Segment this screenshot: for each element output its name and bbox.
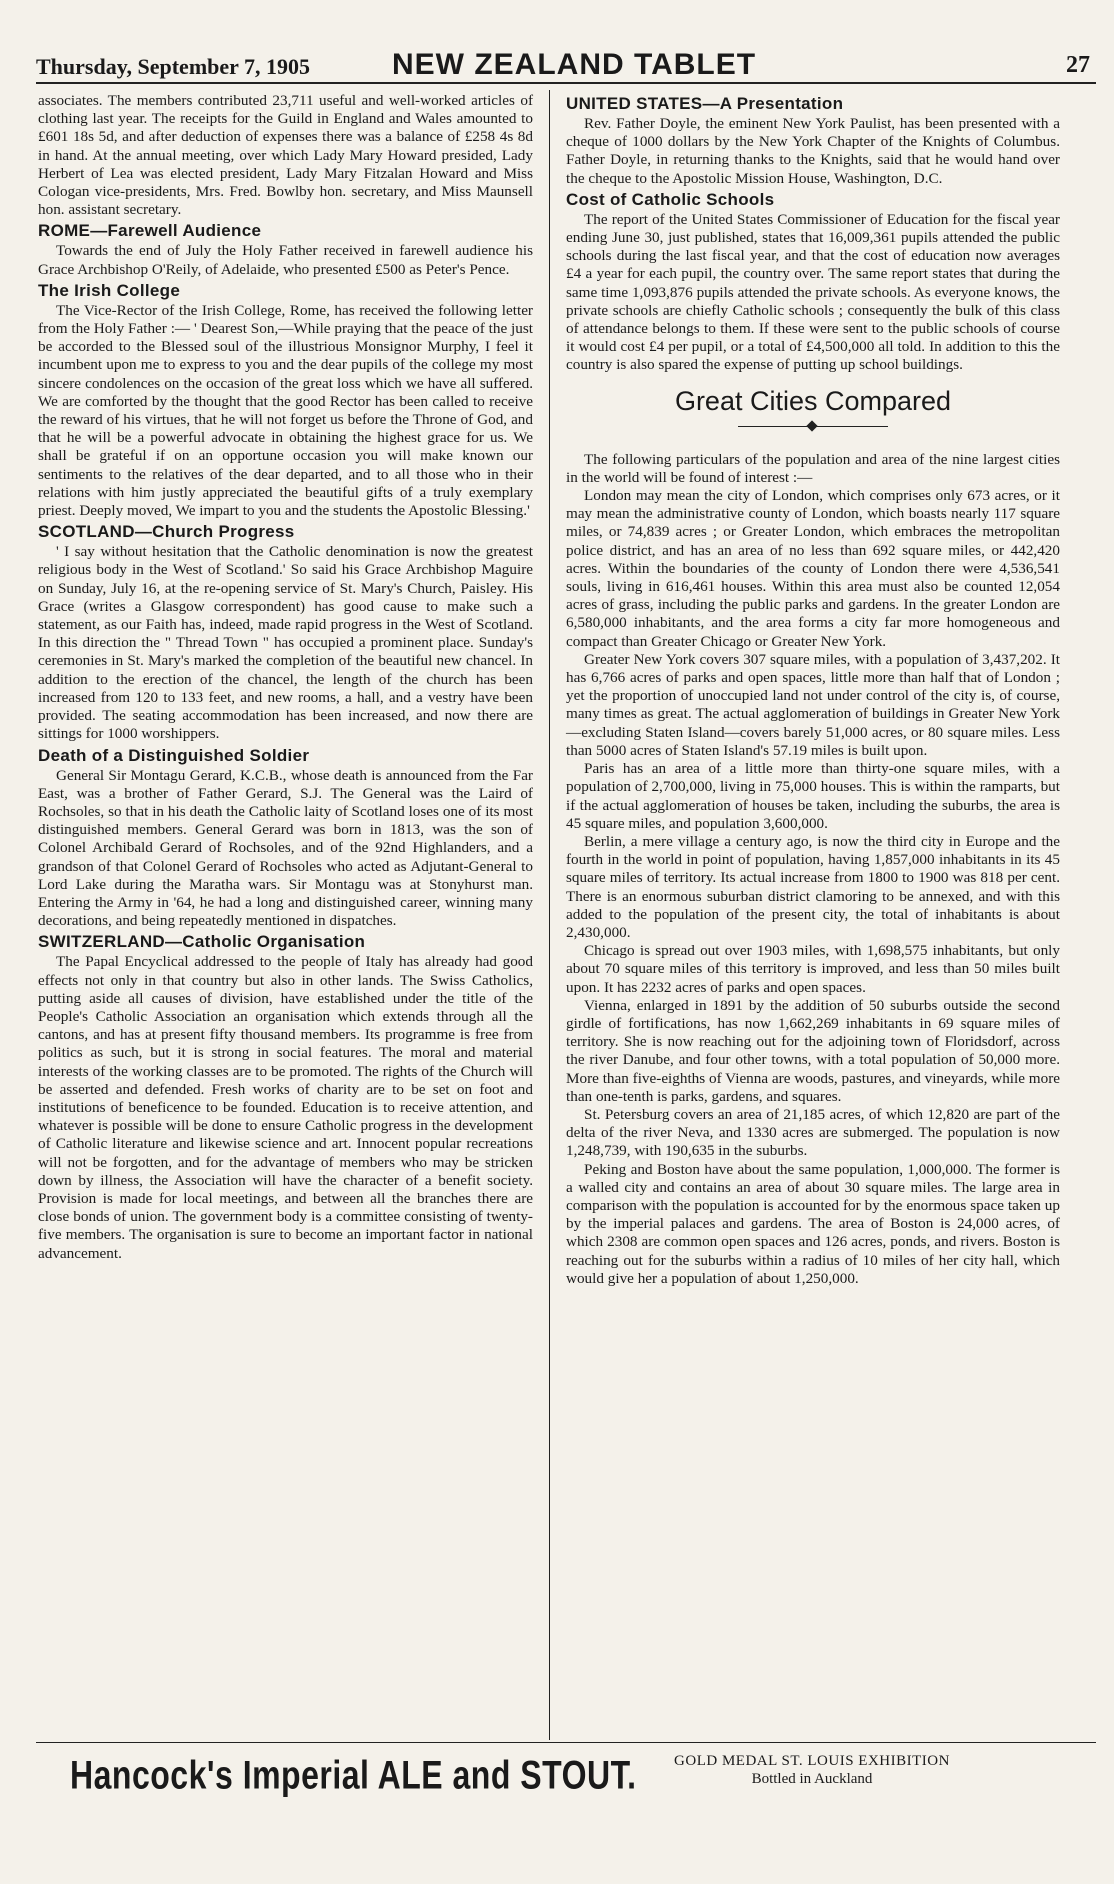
- united-states-article: Rev. Father Doyle, the eminent New York Paulist, has been presented with a cheque of 1000 dollars by the New York Chapter of the Knights of Columbus. Father Doyle, in returning thanks to the Knights, said that he would hand over the cheque to the Apostolic Mission House, Washington, D.C.: [566, 115, 1060, 187]
- page-number: 27: [1066, 52, 1090, 78]
- article-continuation: associates. The members contributed 23,711 useful and well-worked articles of clothing last year. The receipts for the Guild in England and Wales amounted to £601 18s 5d, and after deduction of expenses there was a balance of £258 4s 8d in hand. At the annual meeting, over which Lady Mary Howard presided, Lady Herbert of Lea was elected president, Lady Mary Fitzalan Howard and Miss Cologan vice-presidents, Mrs. Fred. Bowlby hon. secretary, and Miss Maunsell hon. assistant secretary.: [38, 92, 533, 219]
- right-column: [566, 92, 1060, 1288]
- cities-intro: The following particulars of the population and area of the nine largest cities in the world will be found of interest :—: [566, 450, 1060, 486]
- vienna-paragraph: Vienna, enlarged in 1891 by the addition of 50 suburbs outside the second girdle of fortifications, has now 1,662,269 inhabitants in 69 square miles of territory. She is now reaching out for the adjoining town of Floridsdorf, across the river Danube, and four other towns, with a total population of 50,000 more. More than five-eighths of Vienna are woods, pastures, and vineyards, while more than one-tenth is parks, gardens, and squares.: [566, 996, 1060, 1105]
- catholic-schools-article: The report of the United States Commissioner of Education for the fiscal year ending June 30, just published, states that 16,009,361 pupils attended the public schools during the last fiscal year, and that the cost of education now averages £4 a year for each pupil, the country over. The same report states that during the same time 1,093,876 pupils attended the private schools. As everyone knows, the private schools are chiefly Catholic schools ; consequently the bulk of this class of attendance belongs to them. If these were sent to the public schools of course it would cost £4 per pupil, or a total of £4,500,000 all told. In addition to this the country is also spared the expense of putting up school buildings.: [566, 210, 1060, 374]
- st-petersburg-paragraph: St. Petersburg covers an area of 21,185 acres, of which 12,820 are part of the delta of the river Neva, and 1330 acres are submerged. The population is now 1,248,739, with 190,635 in the suburbs.: [566, 1105, 1060, 1160]
- title-ornament: [738, 421, 888, 433]
- gold-medal-line: GOLD MEDAL ST. LOUIS EXHIBITION: [674, 1753, 950, 1769]
- rome-article: Towards the end of July the Holy Father received in farewell audience his Grace Archbishop O'Reily, of Adelaide, who presented £500 as Peter's Pence.: [38, 242, 533, 278]
- ale-stout-advertisement: Hancock's Imperial ALE and STOUT.: [70, 1752, 637, 1797]
- rome-heading: ROME—Farewell Audience: [38, 221, 262, 241]
- chicago-paragraph: Chicago is spread out over 1903 miles, with 1,698,575 inhabitants, but only about 70 square miles of this territory is improved, and less than 50 miles built upon. It has 2232 acres of parks and open spaces.: [566, 942, 1060, 996]
- diamond-icon: [806, 420, 817, 431]
- peking-boston-paragraph: Peking and Boston have about the same population, 1,000,000. The former is a walled city and contains an area of about 30 square miles. The large area in comparison with the population is accounted for by the enormous space taken up by the imperial palaces and gardens. The area of Boston is 24,000 acres, of which 2308 are common open spaces and 126 acres, ponds, and rivers. Boston is reaching out for the suburbs within a radius of 10 miles of her city hall, which would give her a population of about 1,250,000.: [566, 1160, 1060, 1287]
- bottled-line: Bottled in Auckland: [751, 1771, 873, 1787]
- scotland-heading: SCOTLAND—Church Progress: [38, 522, 295, 542]
- issue-date: Thursday, September 7, 1905: [36, 54, 311, 79]
- soldier-death-article: General Sir Montagu Gerard, K.C.B., whose death is announced from the Far East, was a brother of Father Gerard, S.J. The General was the Laird of Rochsoles, so that in his death the Catholic laity of Scotland loses one of its most distinguished members. General Gerard was born in 1813, was the son of Colonel Archibald Gerard of Rochsoles, and of the 92nd Highlanders, and a grandson of that Colonel Gerard of Rochsoles who acted as Adjutant-General to Lord Lake during the Maratha wars. Sir Montagu was at Stonyhurst man. Entering the Army in '64, he had a long and distinguished career, winning many decorations, and being repeatedly mentioned in dispatches.: [38, 766, 533, 930]
- irish-college-heading: The Irish College: [38, 280, 181, 300]
- paris-paragraph: Paris has an area of a little more than thirty-one square miles, with a population of 2,700,000, living in 75,000 houses. This is within the ramparts, but if the actual agglomeration of houses be taken, including the suburbs, the area is 45 square miles, and population 3,600,000.: [566, 760, 1060, 832]
- irish-college-article: The Vice-Rector of the Irish College, Rome, has received the following letter from the Holy Father :— ' Dearest Son,—While praying that the peace of the just be accorded to the Blessed soul of the illustrious Monsignor Murphy, I feel it incumbent upon me to express to you and the dear pupils of the college my most sincere condolences on the occasion of the great loss which we have all suffered. We are comforted by the thought that the good Rector has been called to receive the reward of his virtues, that he will not forget us before the Throne of God, and that he will be a powerful advocate in obtaining the highest grace for us. We shall be grateful if on an opportune occasion you will make known our sentiments to the relatives of the dear departed, and to all those who in their relations with him justly appreciated the beautiful gifts of a truly exemplary priest. Deeply moved, We impart to you and the students the Apostolic Blessing.': [38, 301, 533, 520]
- united-states-heading: UNITED STATES—A Presentation: [566, 94, 844, 113]
- catholic-schools-heading: Cost of Catholic Schools: [566, 189, 775, 209]
- masthead-title: NEW ZEALAND TABLET: [392, 48, 757, 81]
- berlin-paragraph: Berlin, a mere village a century ago, is now the third city in Europe and the fourth in the world in point of population, having 1,857,000 inhabitants in its 45 square miles of territory. Its actual increase from 1800 to 1900 was 818 per cent. There is an enormous suburban district clamoring to be annexed, and with this added to the population of the present city, the total of inhabitants is about 2,430,000.: [566, 832, 1060, 941]
- exhibition-advertisement: [632, 1752, 992, 1788]
- london-paragraph: London may mean the city of London, which comprises only 673 acres, or it may mean the administrative county of London, which boasts nearly 117 square miles, or 74,839 acres ; or Greater London, which embraces the metropolitan police district, and has an area of no less than 692 square miles, or 442,420 acres. Within the boundaries of the county of London there were 4,536,541 souls, living in 616,461 houses. Within this area must also be counted 12,054 acres of grass, including the public parks and gardens. In the greater London are 6,580,000 inhabitants, and the area forms a city far more homogeneous and compact than Greater Chicago or Greater New York.: [566, 487, 1060, 650]
- switzerland-heading: SWITZERLAND—Catholic Organisation: [38, 932, 366, 952]
- column-divider: [549, 90, 550, 1740]
- header-rule: [36, 82, 1096, 84]
- scotland-article: ' I say without hesitation that the Catholic denomination is now the greatest religious body in the West of Scotland.' So said his Grace Archbishop Maguire on Sunday, July 16, at the re-opening service of St. Mary's Church, Paisley. His Grace (writes a Glasgow correspondent) has good cause to make such a statement, as our Faith has, indeed, made rapid progress in the West of Scotland. In this direction the " Thread Town " has occupied a prominent place. Sunday's ceremonies in St. Mary's marked the completion of the beautiful new chancel. In addition to the erection of the chancel, the length of the church has been increased from 120 to 133 feet, and new rooms, a hall, and a vestry have been provided. The seating accommodation has been increased, and now there are sittings for 1000 worshippers.: [38, 543, 533, 743]
- page-header: [36, 48, 1096, 82]
- new-york-paragraph: Greater New York covers 307 square miles, with a population of 3,437,202. It has 6,766 acres of parks and open spaces, little more than half that of London ; yet the proportion of unoccupied land not under control of the city is, of course, many times as great. The actual agglomeration of buildings in Greater New York—excluding Staten Island—covers barely 51,000 acres, or 80 square miles. Less than 5000 acres of Staten Island's 57.19 miles is built upon.: [566, 650, 1060, 759]
- left-column: [38, 92, 533, 1263]
- footer-rule: [36, 1742, 1096, 1743]
- great-cities-title: Great Cities Compared: [674, 385, 952, 416]
- soldier-death-heading: Death of a Distinguished Soldier: [38, 745, 310, 765]
- switzerland-article: The Papal Encyclical addressed to the people of Italy has already had good effects not only in that country but also in other lands. The Swiss Catholics, putting aside all causes of division, have established under the title of the People's Catholic Association an organisation which extends through all the cantons, and has at present fifty thousand members. Its programme is free from politics as such, but it is strong in social features. The moral and material interests of the working classes are to be promoted. The rights of the Church will be asserted and defended. Fresh works of charity are to be set on foot and institutions of beneficence to be founded. Education is to receive attention, and whatever is possible will be done to ensure Catholic progress in the development of Catholic literature and likewise science and art. Innocent popular recreations will not be forgotten, and for the advantage of members who may be stricken down by illness, the Association will have the character of a benefit society. Provision is made for local meetings, and between all the branches there are close bonds of union. The government body is a committee consisting of twenty-five members. The organisation is sure to become an important factor in national advancement.: [38, 953, 533, 1262]
